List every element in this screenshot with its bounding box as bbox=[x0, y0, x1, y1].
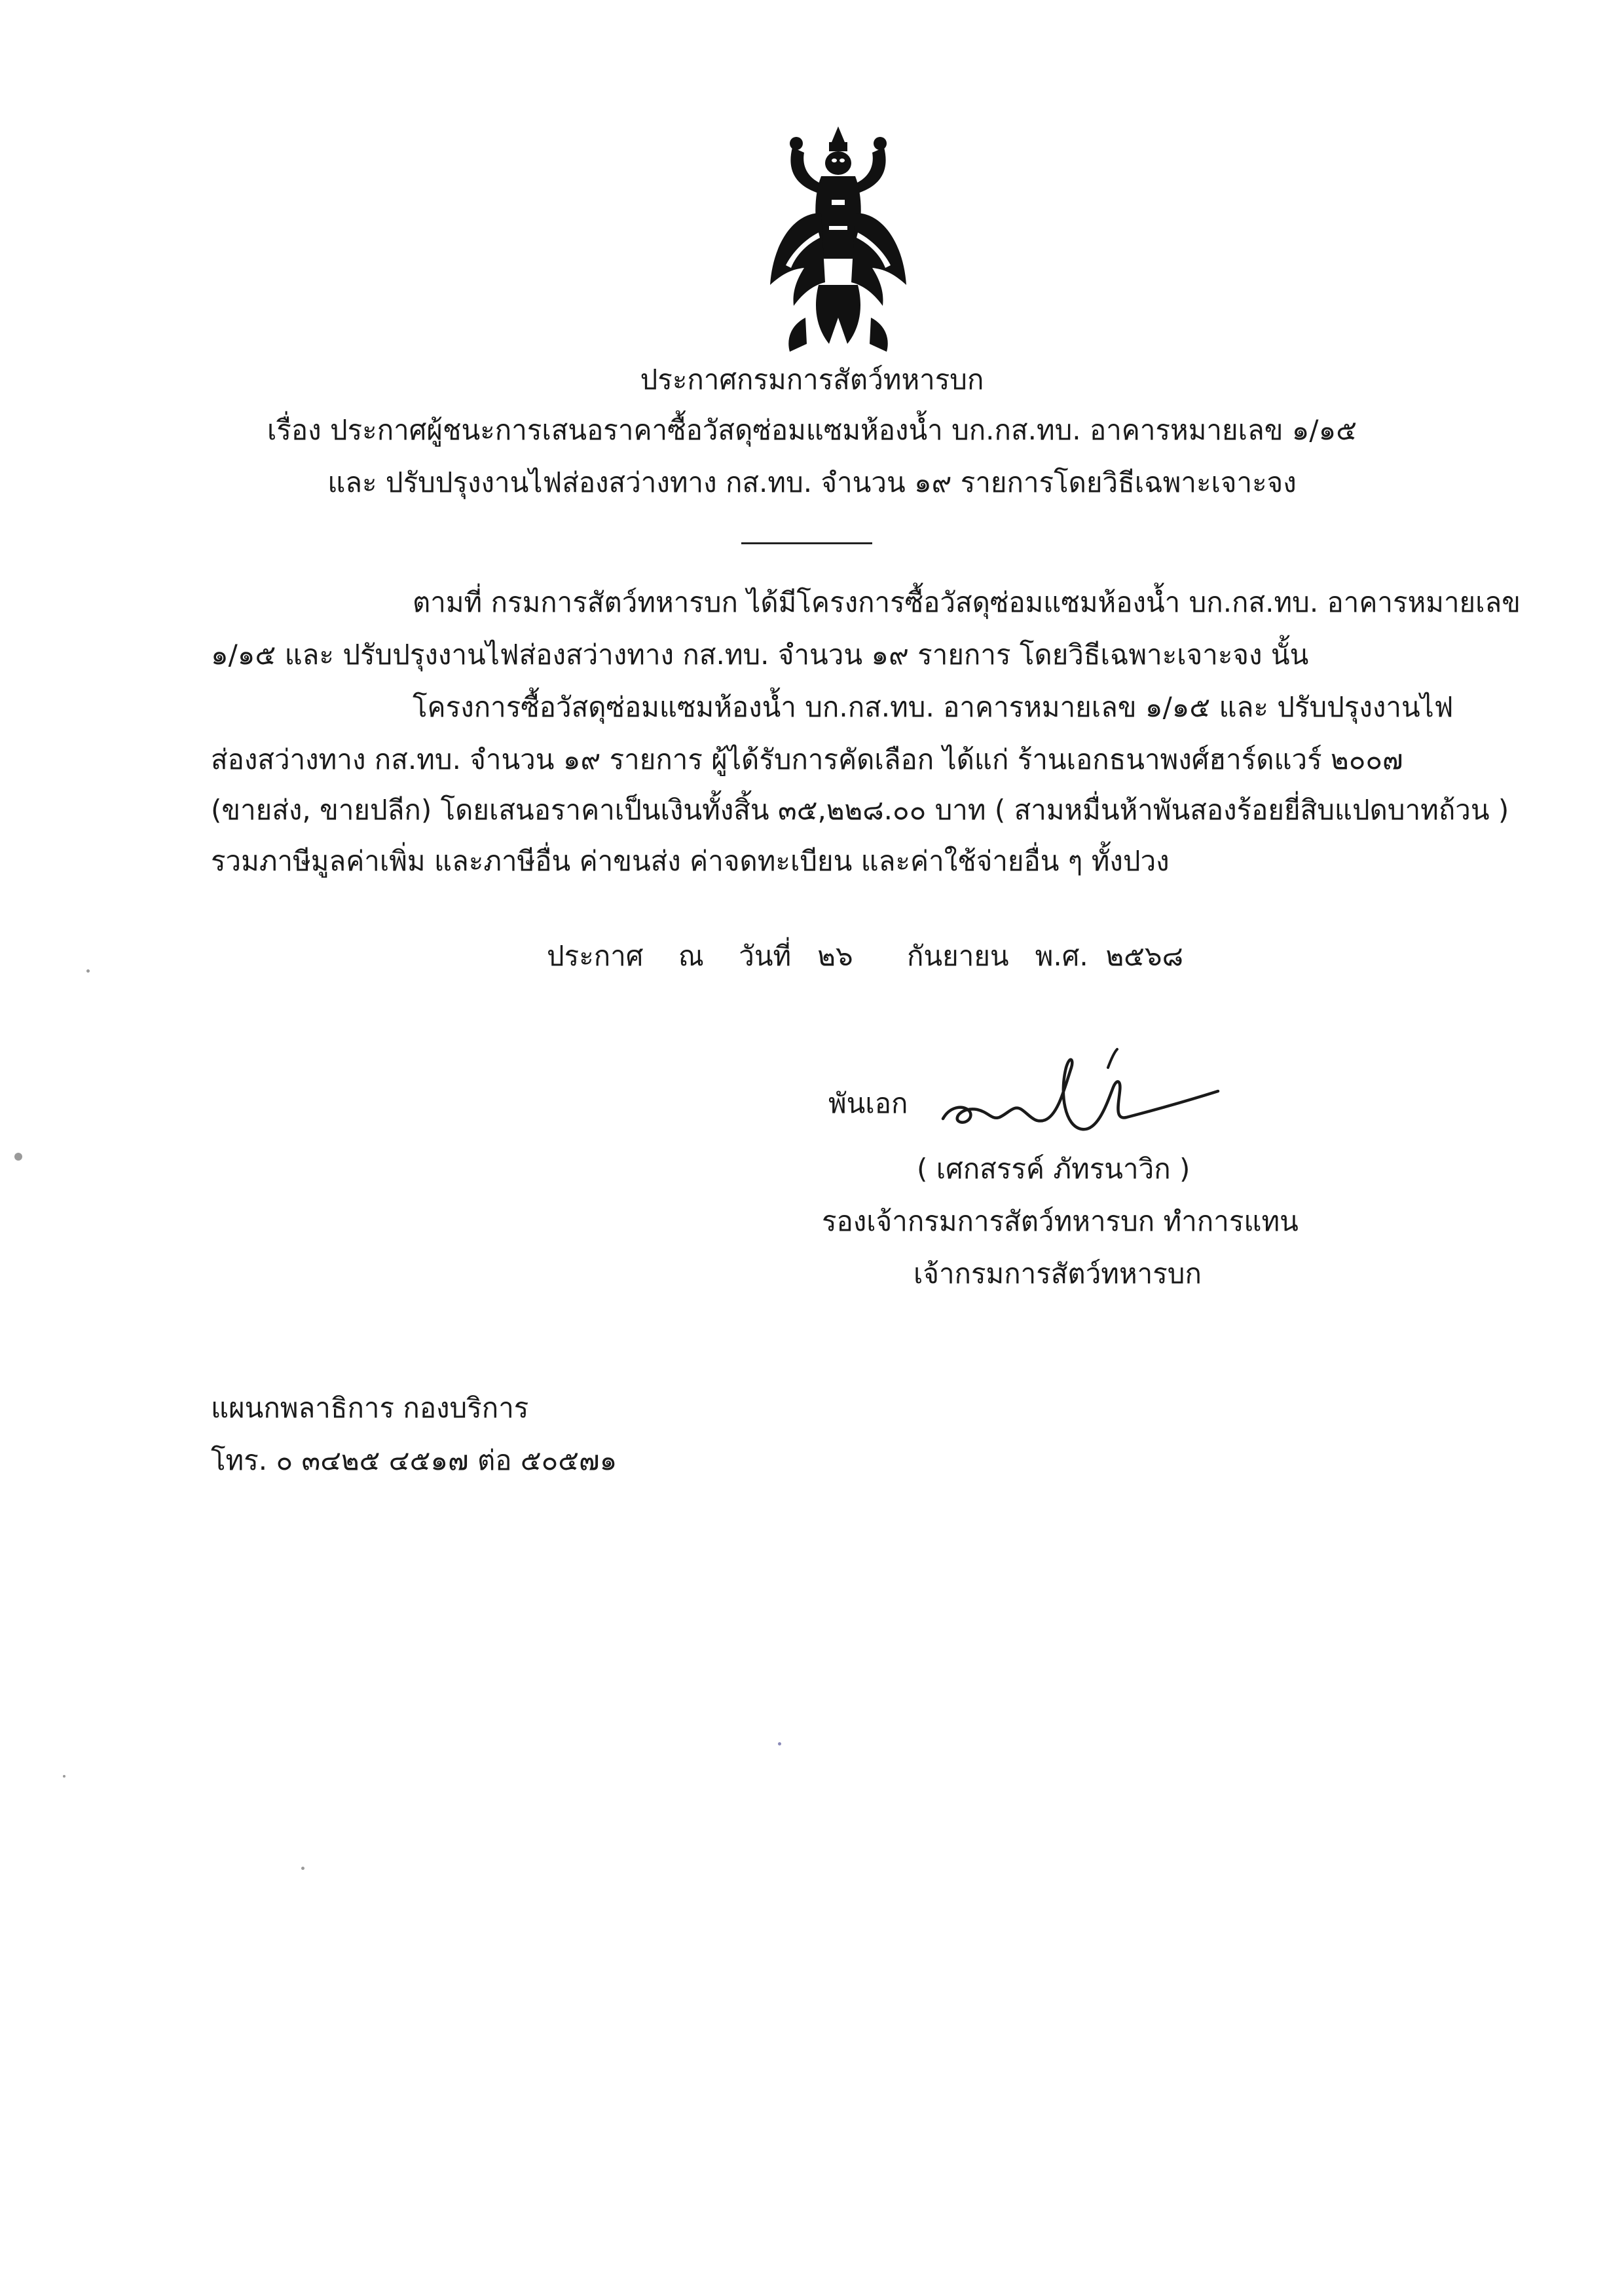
scan-speck bbox=[86, 969, 90, 973]
date-era: พ.ศ. bbox=[1035, 940, 1088, 972]
signer-rank: พันเอก bbox=[828, 1087, 908, 1119]
signer-title-line-2: เจ้ากรมการสัตว์ทหารบก bbox=[913, 1258, 1202, 1290]
subject-line-1: เรื่อง ประกาศผู้ชนะการเสนอราคาซื้อวัสดุซ่อมแซมห้องน้ำ บก.กส.ทบ. อาคารหมายเลข ๑/๑๕ bbox=[267, 414, 1357, 446]
scan-speck bbox=[778, 1742, 781, 1745]
body-line-4: ส่องสว่างทาง กส.ทบ. จำนวน ๑๙ รายการ ผู้ได้รับการคัดเลือก ได้แก่ ร้านเอกธนาพงศ์ฮาร์ดแวร์ ๒๐๐๗ bbox=[211, 743, 1403, 775]
scan-speck bbox=[14, 1153, 22, 1161]
announcement-date bbox=[547, 940, 1183, 973]
announcement-title: ประกาศกรมการสัตว์ทหารบก bbox=[640, 364, 984, 396]
body-line-1: ตามที่ กรมการสัตว์ทหารบก ได้มีโครงการซื้อวัสดุซ่อมแซมห้องน้ำ บก.กส.ทบ. อาคารหมายเลข bbox=[413, 586, 1521, 618]
at-label: ณ bbox=[678, 940, 704, 972]
title-divider bbox=[741, 542, 872, 544]
body-line-3: โครงการซื้อวัสดุซ่อมแซมห้องน้ำ บก.กส.ทบ. อาคารหมายเลข ๑/๑๕ และ ปรับปรุงงานไฟ bbox=[413, 691, 1454, 723]
body-line-2: ๑/๑๕ และ ปรับปรุงงานไฟส่องสว่างทาง กส.ทบ. จำนวน ๑๙ รายการ โดยวิธีเฉพาะเจาะจง นั้น bbox=[211, 639, 1309, 671]
body-line-6: รวมภาษีมูลค่าเพิ่ม และภาษีอื่น ค่าขนส่ง ค่าจดทะเบียน และค่าใช้จ่ายอื่น ๆ ทั้งปวง bbox=[211, 845, 1170, 877]
body-line-5: (ขายส่ง, ขายปลีก) โดยเสนอราคาเป็นเงินทั้งสิ้น ๓๕,๒๒๘.๐๐ บาท ( สามหมื่นห้าพันสองร้อยยี่สิบแปดบาทถ้วน ) bbox=[211, 794, 1509, 826]
footer-department: แผนกพลาธิการ กองบริการ bbox=[211, 1392, 529, 1424]
subject-line-2: และ ปรับปรุงงานไฟส่องสว่างทาง กส.ทบ. จำนวน ๑๙ รายการโดยวิธีเฉพาะเจาะจง bbox=[327, 466, 1297, 498]
scan-speck bbox=[301, 1867, 304, 1870]
signer-name: ( เศกสรรค์ ภัทรนาวิก ) bbox=[917, 1153, 1190, 1185]
handwritten-signature bbox=[936, 1041, 1225, 1153]
day-label: วันที่ bbox=[739, 940, 792, 972]
scan-speck bbox=[63, 1775, 65, 1778]
garuda-emblem-icon bbox=[766, 121, 910, 357]
date-year: ๒๕๖๘ bbox=[1105, 940, 1183, 972]
signer-title-line-1: รองเจ้ากรมการสัตว์ทหารบก ทำการแทน bbox=[822, 1205, 1299, 1237]
date-month: กันยายน bbox=[906, 940, 1009, 972]
date-day: ๒๖ bbox=[817, 940, 853, 972]
footer-phone: โทร. ๐ ๓๔๒๕ ๔๕๑๗ ต่อ ๕๐๕๗๑ bbox=[211, 1444, 618, 1476]
announced-label: ประกาศ bbox=[547, 940, 644, 972]
